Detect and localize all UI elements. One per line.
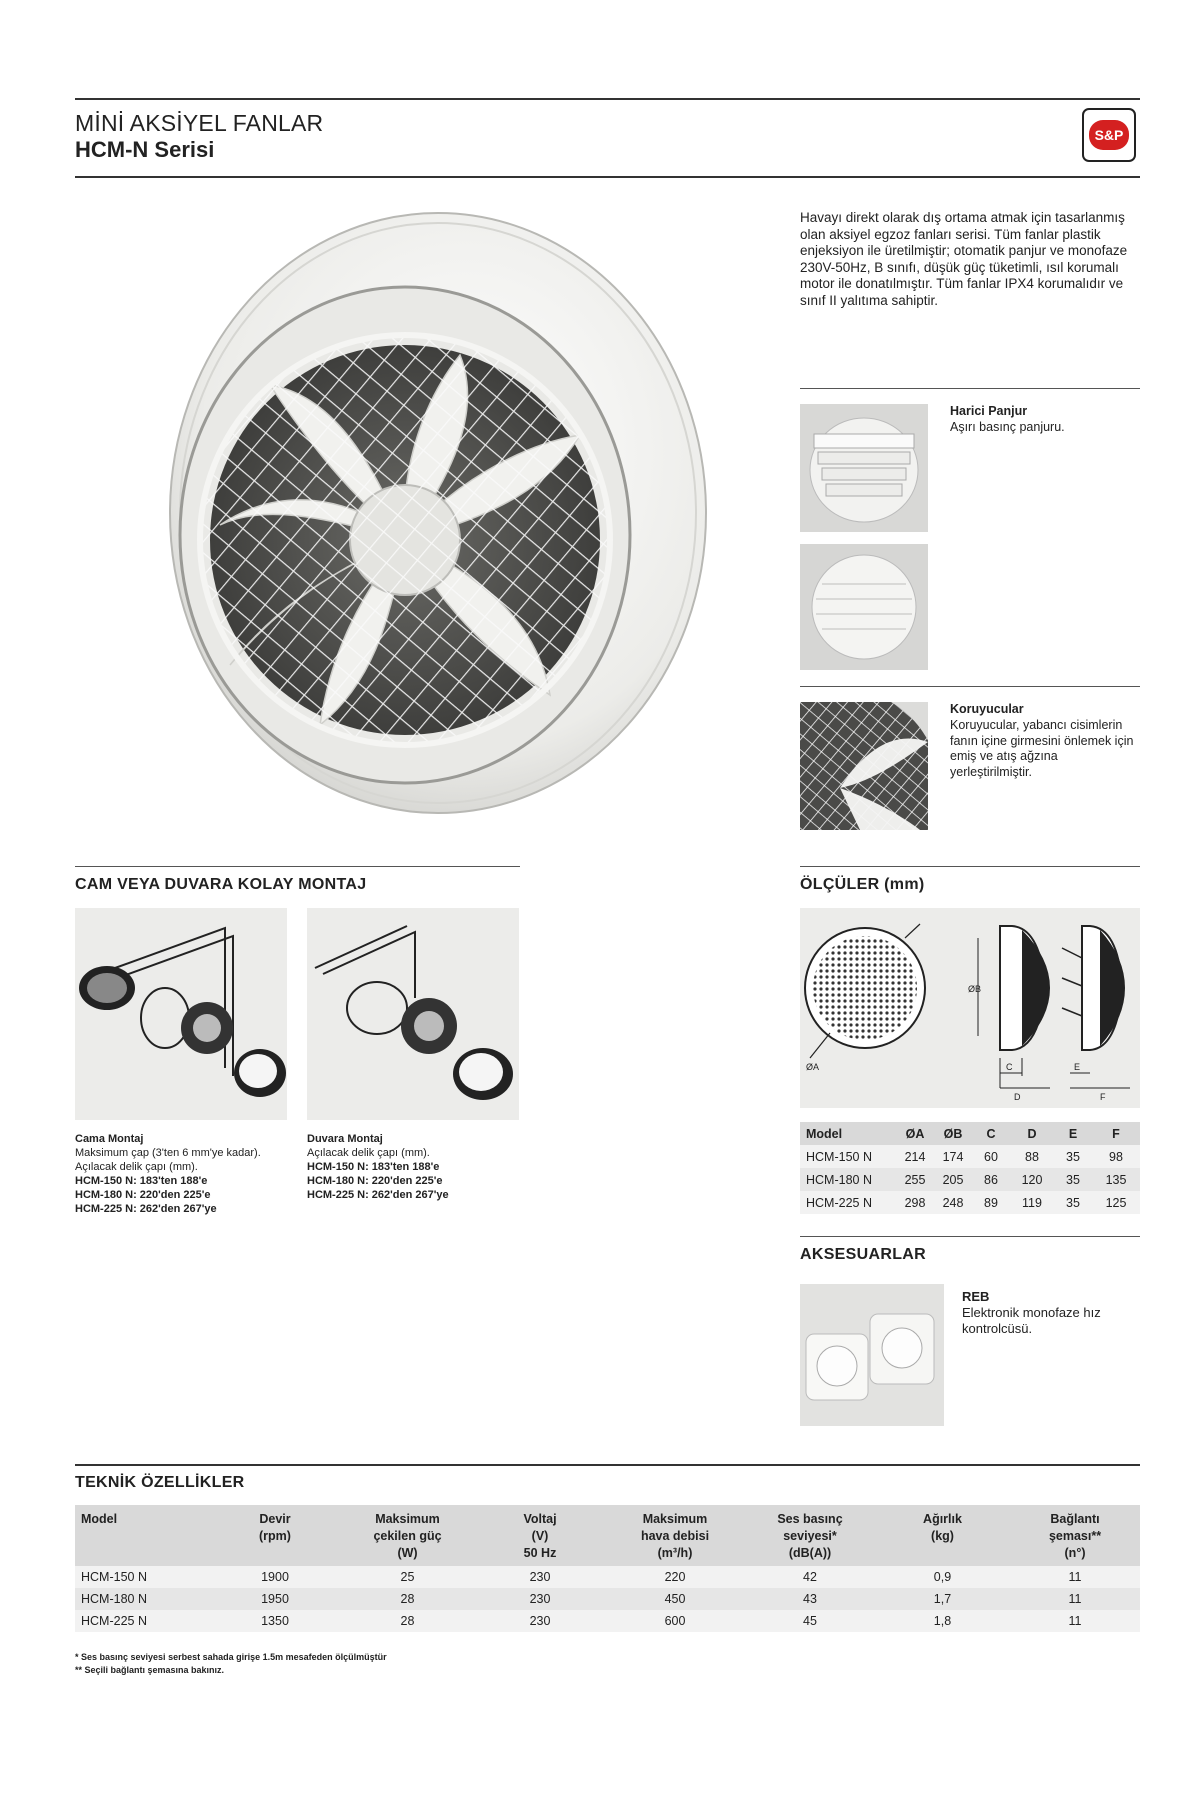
tech-cell: 230 bbox=[529, 1592, 551, 1606]
wall-mount-line: Açılacak delik çapı (mm). bbox=[307, 1147, 430, 1159]
dim-header: ØB bbox=[943, 1126, 963, 1141]
tech-header-airflow bbox=[605, 1505, 745, 1566]
tech-cell: 600 bbox=[664, 1614, 686, 1628]
dim-cell: 298 bbox=[904, 1195, 926, 1210]
dim-header: D bbox=[1027, 1126, 1037, 1141]
tech-cell: 1950 bbox=[261, 1592, 289, 1606]
wall-mount-line: HCM-150 N: 183'ten 188'e bbox=[307, 1161, 440, 1173]
tech-header-weight bbox=[875, 1505, 1010, 1566]
tech-cell: 25 bbox=[400, 1570, 415, 1584]
dim-header: C bbox=[986, 1126, 996, 1141]
tech-cell: 230 bbox=[529, 1570, 551, 1584]
louvre-text: Aşırı basınç panjuru. bbox=[950, 420, 1065, 434]
tech-cell: 220 bbox=[664, 1570, 686, 1584]
guard-rule bbox=[800, 686, 1140, 687]
accessories-title: AKSESUARLAR bbox=[800, 1246, 926, 1263]
header-bottom-rule bbox=[75, 176, 1140, 178]
louvre-title: Harici Panjur bbox=[950, 404, 1028, 418]
tech-cell: 1900 bbox=[261, 1570, 289, 1584]
dimensions-rule bbox=[800, 866, 1140, 867]
table-row bbox=[75, 1588, 1140, 1610]
dim-cell: 174 bbox=[942, 1149, 964, 1164]
dim-cell: 86 bbox=[984, 1172, 998, 1187]
tech-cell: 1,7 bbox=[933, 1592, 952, 1606]
louvre-photo-1 bbox=[800, 404, 928, 532]
tech-header-line: Ağırlık bbox=[923, 1512, 962, 1526]
dim-cell: 205 bbox=[942, 1172, 964, 1187]
tech-header-sound bbox=[745, 1505, 875, 1566]
dim-label-d: D bbox=[1014, 1092, 1021, 1102]
reb-photo bbox=[800, 1284, 944, 1426]
tech-cell: 45 bbox=[803, 1614, 817, 1628]
tech-header-model bbox=[75, 1505, 210, 1566]
tech-header-line: Voltaj bbox=[523, 1512, 557, 1526]
dim-label-f: F bbox=[1100, 1092, 1106, 1102]
table-row bbox=[800, 1191, 1140, 1214]
tech-cell: 1350 bbox=[261, 1614, 289, 1628]
tech-cell: HCM-225 N bbox=[81, 1614, 147, 1628]
guard-title: Koruyucular bbox=[950, 702, 1024, 716]
dim-label-a: ØA bbox=[806, 1062, 820, 1072]
tech-header-line: 50 Hz bbox=[523, 1546, 557, 1560]
dim-cell: 125 bbox=[1105, 1195, 1127, 1210]
fan-product-photo bbox=[120, 195, 720, 825]
tech-header-line: seviyesi* bbox=[783, 1529, 837, 1543]
tech-cell: 230 bbox=[529, 1614, 551, 1628]
wall-mount-text bbox=[307, 1132, 519, 1202]
dimensions-table bbox=[800, 1122, 1140, 1214]
dim-cell: 60 bbox=[984, 1149, 998, 1164]
guard-text: Koruyucular, yabancı cisimlerin fanın içine girmesini önlemek için emiş ve atış ağzına yerleştirilmiştir. bbox=[950, 718, 1134, 779]
dim-label-b: ØB bbox=[968, 984, 982, 994]
tech-cell: 11 bbox=[1068, 1570, 1082, 1584]
tech-header-line: Maksimum bbox=[375, 1512, 440, 1526]
tech-header-voltage bbox=[475, 1505, 605, 1566]
dim-header: E bbox=[1068, 1126, 1078, 1141]
tech-header-line: (W) bbox=[397, 1546, 418, 1560]
glass-mount-line: Maksimum çap (3'ten 6 mm'ye kadar). bbox=[75, 1147, 261, 1159]
dim-header: F bbox=[1112, 1126, 1120, 1141]
glass-mount-line: HCM-225 N: 262'den 267'ye bbox=[75, 1203, 217, 1215]
wall-mount-diagram bbox=[307, 908, 519, 1120]
technical-title: TEKNİK ÖZELLİKLER bbox=[75, 1474, 245, 1491]
guard-photo bbox=[800, 702, 928, 830]
dim-cell: 89 bbox=[984, 1195, 998, 1210]
glass-mount-line: HCM-180 N: 220'den 225'e bbox=[75, 1189, 211, 1201]
reb-title: REB bbox=[962, 1289, 990, 1304]
wall-mount-illustration bbox=[307, 908, 519, 1120]
technical-table bbox=[75, 1505, 1140, 1632]
mounting-title: CAM VEYA DUVARA KOLAY MONTAJ bbox=[75, 876, 367, 893]
technical-header-row bbox=[75, 1505, 1140, 1566]
dimensions-header-row bbox=[800, 1122, 1140, 1145]
tech-header-line: (kg) bbox=[931, 1529, 954, 1543]
tech-cell: 28 bbox=[400, 1592, 415, 1606]
glass-mount-diagram bbox=[75, 908, 287, 1120]
technical-footnote-2: ** Seçili bağlantı şemasına bakınız. bbox=[75, 1665, 225, 1675]
page-title: MİNİ AKSİYEL FANLAR bbox=[75, 110, 324, 136]
dimensions-illustration bbox=[800, 908, 1140, 1108]
tech-header-power bbox=[340, 1505, 475, 1566]
louvre-photo-2 bbox=[800, 544, 928, 670]
tech-header-line: (V) bbox=[531, 1529, 549, 1543]
tech-cell: 42 bbox=[803, 1570, 817, 1584]
glass-mount-title: Cama Montaj bbox=[75, 1133, 144, 1145]
dim-cell: 35 bbox=[1066, 1195, 1080, 1210]
tech-cell: 450 bbox=[664, 1592, 686, 1606]
tech-header-line: Ses basınç bbox=[777, 1512, 843, 1526]
header-top-rule bbox=[75, 98, 1140, 100]
tech-header-line: Bağlantı bbox=[1050, 1512, 1100, 1526]
table-row bbox=[75, 1610, 1140, 1632]
glass-mount-text bbox=[75, 1132, 275, 1216]
dim-cell: HCM-150 N bbox=[806, 1149, 872, 1164]
reb-text: Elektronik monofaze hız kontrolcüsü. bbox=[962, 1305, 1101, 1336]
dim-cell: 255 bbox=[904, 1172, 926, 1187]
tech-header-line: (m³/h) bbox=[657, 1546, 693, 1560]
dim-label-c: C bbox=[1006, 1062, 1013, 1072]
dimensions-drawing bbox=[800, 908, 1140, 1108]
dimensions-title: ÖLÇÜLER (mm) bbox=[800, 876, 925, 893]
fan-illustration bbox=[120, 195, 720, 825]
accessories-rule bbox=[800, 1236, 1140, 1237]
tech-cell: HCM-180 N bbox=[81, 1592, 147, 1606]
tech-cell: 43 bbox=[803, 1592, 817, 1606]
dim-label-e: E bbox=[1074, 1062, 1081, 1072]
table-row bbox=[75, 1566, 1140, 1588]
tech-header-line: Model bbox=[81, 1512, 118, 1526]
dim-cell: 119 bbox=[1022, 1195, 1042, 1210]
dim-cell: 98 bbox=[1109, 1149, 1123, 1164]
reb-illustration bbox=[800, 1284, 944, 1426]
tech-header-line: (rpm) bbox=[259, 1529, 291, 1543]
brand-logo bbox=[1082, 108, 1136, 162]
dim-header: Model bbox=[806, 1126, 843, 1141]
tech-cell: 11 bbox=[1068, 1614, 1082, 1628]
dim-cell: 35 bbox=[1066, 1172, 1080, 1187]
wall-mount-title: Duvara Montaj bbox=[307, 1133, 383, 1145]
dim-cell: 248 bbox=[942, 1195, 964, 1210]
tech-cell: 1,8 bbox=[933, 1614, 952, 1628]
glass-mount-illustration bbox=[75, 908, 287, 1120]
tech-header-line: şeması** bbox=[1048, 1529, 1102, 1543]
mounting-rule bbox=[75, 866, 520, 867]
brand-logo-mark: S&P bbox=[1089, 120, 1129, 150]
wall-mount-line: HCM-180 N: 220'den 225'e bbox=[307, 1175, 443, 1187]
tech-header-rpm bbox=[210, 1505, 340, 1566]
tech-cell: HCM-150 N bbox=[81, 1570, 147, 1584]
technical-rule bbox=[75, 1464, 1140, 1466]
tech-header-line: (n°) bbox=[1064, 1546, 1086, 1560]
dim-cell: 35 bbox=[1066, 1149, 1080, 1164]
page-subtitle: HCM-N Serisi bbox=[75, 137, 215, 162]
tech-cell: 28 bbox=[400, 1614, 415, 1628]
tech-header-line: Devir bbox=[259, 1512, 291, 1526]
product-description: Havayı direkt olarak dış ortama atmak için tasarlanmış olan aksiyel egzoz fanları serisi. Tüm fanlar plastik enjeksiyon ile üretilmiştir; otomatik panjur ve monofaze 230V-50Hz, B sınıfı, düşük güç tüketimli, ısıl korumalı motor ile donatılmıştır. Tüm fanlar IPX4 korumalıdır ve sınıf II yalıtıma sahiptir. bbox=[800, 210, 1128, 308]
guard-illustration bbox=[800, 702, 928, 830]
louvre-illustration-2 bbox=[800, 544, 928, 670]
dim-cell: HCM-225 N bbox=[806, 1195, 872, 1210]
tech-header-wiring bbox=[1010, 1505, 1140, 1566]
dim-cell: 214 bbox=[904, 1149, 926, 1164]
louvre-rule bbox=[800, 388, 1140, 389]
louvre-illustration-1 bbox=[800, 404, 928, 532]
dim-cell: HCM-180 N bbox=[806, 1172, 872, 1187]
tech-header-line: çekilen güç bbox=[373, 1529, 442, 1543]
dim-cell: 135 bbox=[1105, 1172, 1127, 1187]
tech-cell: 0,9 bbox=[933, 1570, 952, 1584]
table-row bbox=[800, 1168, 1140, 1191]
glass-mount-line: Açılacak delik çapı (mm). bbox=[75, 1161, 198, 1173]
table-row bbox=[800, 1145, 1140, 1168]
dim-cell: 88 bbox=[1025, 1149, 1039, 1164]
dim-cell: 120 bbox=[1021, 1172, 1043, 1187]
tech-header-line: Maksimum bbox=[642, 1512, 708, 1526]
glass-mount-line: HCM-150 N: 183'ten 188'e bbox=[75, 1175, 208, 1187]
wall-mount-line: HCM-225 N: 262'den 267'ye bbox=[307, 1189, 449, 1201]
tech-cell: 11 bbox=[1068, 1592, 1082, 1606]
tech-header-line: (dB(A)) bbox=[788, 1546, 832, 1560]
tech-header-line: hava debisi bbox=[640, 1529, 710, 1543]
dim-header: ØA bbox=[905, 1126, 925, 1141]
technical-footnote-1: * Ses basınç seviyesi serbest sahada girişe 1.5m mesafeden ölçülmüştür bbox=[75, 1652, 387, 1662]
